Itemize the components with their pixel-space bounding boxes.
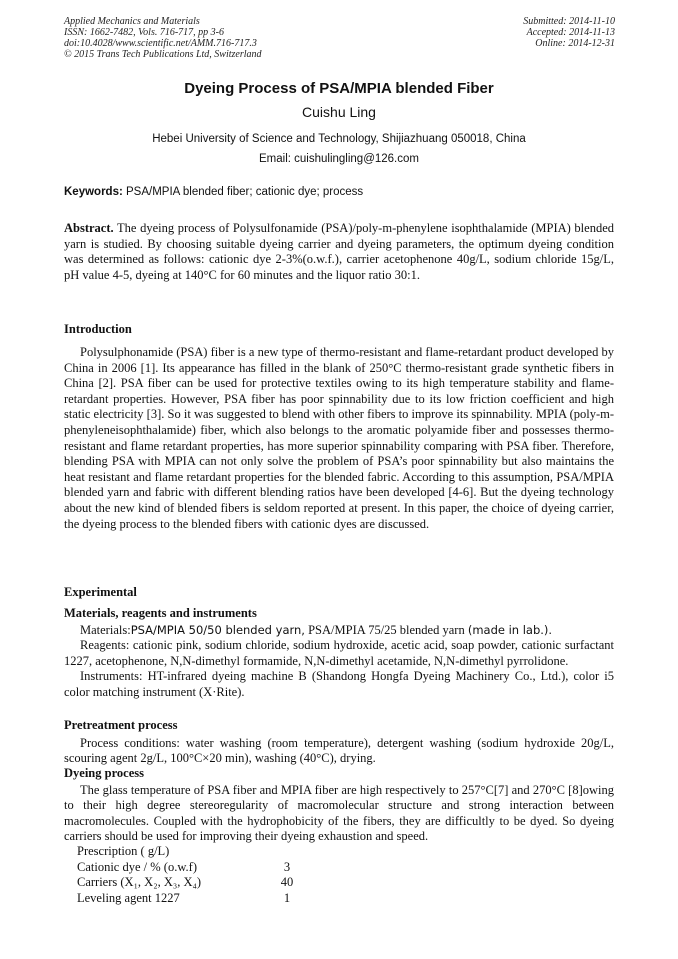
materials-lead: Materials: (80, 623, 131, 637)
prescription-value: 1 (283, 890, 291, 905)
experimental-heading: Experimental (64, 585, 137, 599)
dyeing-section (64, 783, 614, 845)
journal-name: Applied Mechanics and Materials (64, 16, 200, 27)
keywords-text: PSA/MPIA blended fiber; cationic dye; process (122, 186, 364, 198)
prescription-label: Leveling agent 1227 (77, 890, 180, 905)
keywords (64, 186, 616, 198)
submitted-date: Submitted: 2014-11-10 (523, 16, 615, 27)
author-name: Cuishu Ling (302, 104, 376, 120)
accepted-date: Accepted: 2014-11-13 (526, 27, 615, 38)
online-date: Online: 2014-12-31 (535, 38, 615, 49)
abstract-text: The dyeing process of Polysulfonamide (PSA)/poly-m-phenylene isophthalamide (MPIA) blended yarn is studied. By choosing suitable dyeing carrier and dyeing parameters, the optimum dyeing condition was determined as follows: cationic dye 2-3%(o.w.f.), carrier acetophenone 40g/L, sodium chloride 15g/L, pH value 4-5, dyeing at 140°C for 60 minutes and the liquor ratio 30:1. (64, 221, 614, 282)
materials-section (64, 623, 614, 700)
prescription-heading: Prescription ( g/L) (77, 844, 170, 858)
materials-yarn-2: PSA/MPIA 75/25 blended yarn (304, 623, 468, 637)
prescription-row (77, 875, 307, 891)
paper-title: Dyeing Process of PSA/MPIA blended Fiber (184, 80, 494, 97)
prescription-value: 40 (280, 875, 294, 890)
keywords-label: Keywords: (64, 186, 123, 198)
materials-line (64, 623, 614, 638)
reagents-text: Reagents: cationic pink, sodium chloride, sodium hydroxide, acetic acid, soap powder, cationic surfactant 1227, acetophenone, N,N-dimethyl formamide, N,N-dimethyl acetamide, N,N-dimethyl pyrrolidone. (64, 638, 614, 668)
prescription-value: 3 (283, 859, 291, 874)
introduction-text: Polysulphonamide (PSA) fiber is a new type of thermo-resistant and flame-retardant product developed by China in 2006 [1]. Its appearance has filled in the blank of 250°C thermo-resistant grade synthetic fibers in China [2]. PSA fiber can be used for protective textiles owing to its high temperature stability and flame-retardant properties. However, PSA fiber has poor spinnability due to its low friction coefficient and high static electricity [3]. So it was suggested to blend with other fibers to improve its spinnability. MPIA (poly-m-phenyleneisophthalamide) fiber, which also belongs to the aromatic polyamide fiber and possesses thermo-resistant and flame retardant properties, has more superior spinnability comparing with PSA fiber. Therefore, blending PSA with MPIA can not only solve the problem of PSA’s poor spinnability but also maintains the heat resistant and flame retardant properties for the blended fabric. According to this assumption, PSA/MPIA blended yarn and fabric with different blending ratios have been developed [4-6]. But the dyeing technology about the new kind of blended fibers is seldom reported at present. In this paper, the choice of dyeing carrier, the dyeing process to the blended fibers with cationic dyes are discussed. (64, 345, 614, 531)
prescription-table (77, 844, 307, 906)
abstract (64, 221, 614, 283)
issn-line: ISSN: 1662-7482, Vols. 716-717, pp 3-6 (64, 27, 224, 38)
pretreatment-text: Process conditions: water washing (room temperature), detergent washing (sodium hydroxide 20g/L, scouring agent 2g/L, 100°C×20 min), washing (40°C), drying. (64, 736, 614, 766)
dyeing-heading: Dyeing process (64, 766, 144, 780)
journal-header (64, 16, 262, 60)
instruments-text: Instruments: HT-infrared dyeing machine B (Shandong Hongfa Dyeing Machinery Co., Ltd.), color i5 color matching instrument (X·Rite). (64, 669, 614, 699)
prescription-row (77, 891, 307, 907)
materials-tail: (made in lab.). (467, 623, 553, 637)
prescription-label: Carriers (X₁, X₂, X₃, X₄) (77, 875, 201, 890)
dates-header (523, 16, 615, 49)
abstract-label: Abstract. (64, 221, 114, 235)
introduction-heading: Introduction (64, 322, 132, 336)
prescription-row (77, 860, 307, 876)
pretreatment-heading: Pretreatment process (64, 718, 178, 732)
copyright-line: © 2015 Trans Tech Publications Ltd, Switzerland (64, 49, 262, 60)
doi-line[interactable]: doi:10.4028/www.scientific.net/AMM.716-717.3 (64, 38, 257, 49)
materials-heading: Materials, reagents and instruments (64, 606, 257, 620)
dyeing-text: The glass temperature of PSA fiber and MPIA fiber are high respectively to 257°C[7] and 270°C [8]owing to their high degree stereoregularity of macromolecular structure and strong interaction between macromolecules. Coupled with the hydrophobicity of the fibers, they are difficultly to be dyed. So dyeing carriers should be used for improving their dyeing exhaustion and speed. (64, 783, 614, 844)
materials-yarn-1: PSA/MPIA 50/50 blended yarn, (130, 623, 305, 637)
prescription-label: Cationic dye / % (o.w.f) (77, 859, 197, 874)
pretreatment-section (64, 736, 614, 767)
affiliation: Hebei University of Science and Technology, Shijiazhuang 050018, China (152, 133, 526, 145)
author-email[interactable]: Email: cuishulingling@126.com (259, 153, 419, 165)
